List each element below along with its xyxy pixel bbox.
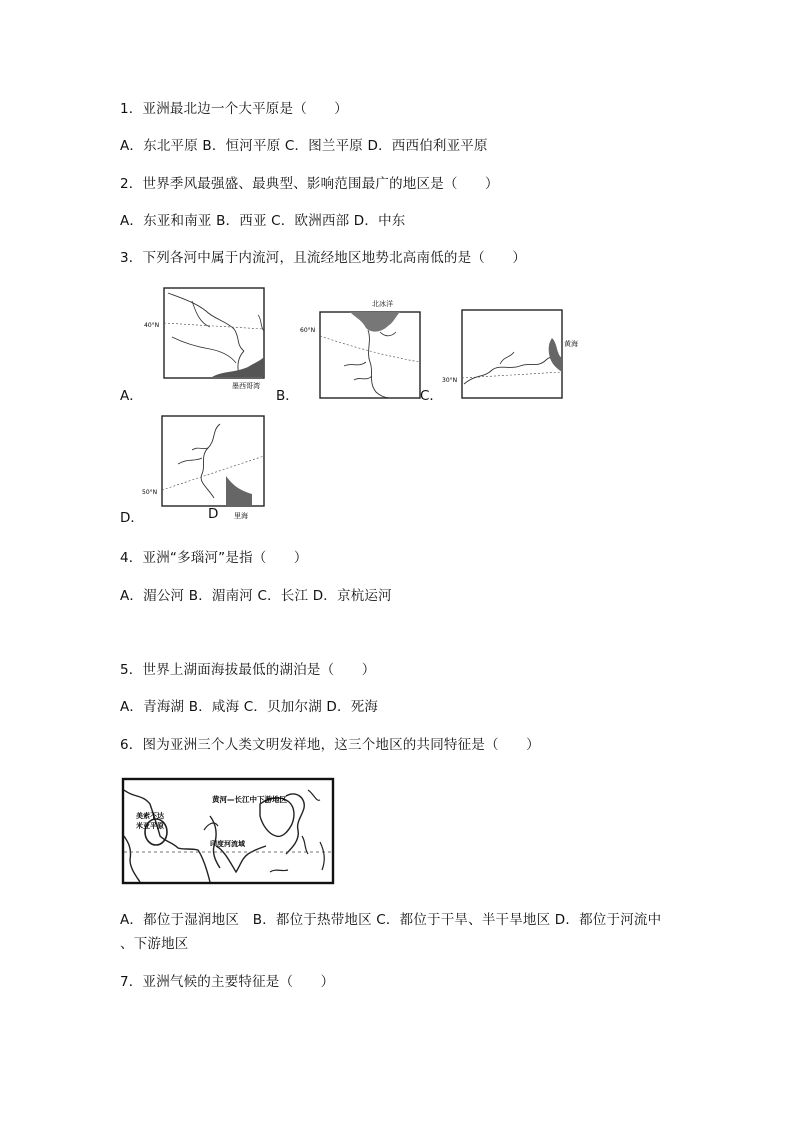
q3-label-b: B． bbox=[276, 388, 299, 404]
q6-stem: 6．图为亚洲三个人类文明发祥地，这三个地区的共同特征是（ ） bbox=[120, 737, 540, 753]
q6-map-region1: 黄河—长江中下游地区 bbox=[212, 795, 287, 804]
q2-stem: 2．世界季风最强盛、最典型、影响范围最广的地区是（ ） bbox=[120, 176, 499, 192]
q7-stem: 7．亚洲气候的主要特征是（ ） bbox=[120, 974, 335, 990]
q3-map-a-sea: 墨西哥湾 bbox=[232, 382, 260, 390]
q6-options-line2: 、下游地区 bbox=[120, 936, 189, 952]
q3-map-d-lat: 50°N bbox=[142, 489, 158, 496]
q6-map-region2-line1: 美索不达 bbox=[136, 812, 164, 820]
q3-label-d: D． bbox=[120, 510, 144, 526]
q6-map-region3: 印度河流域 bbox=[210, 840, 245, 848]
q4-stem: 4．亚洲“多瑙河”是指（ ） bbox=[120, 550, 308, 566]
q3-stem: 3．下列各河中属于内流河，且流经地区地势北高南低的是（ ） bbox=[120, 250, 527, 266]
q3-map-c-sea: 黄海 bbox=[564, 340, 578, 348]
q6-options-line1: A．都位于湿润地区 B．都位于热带地区 C．都位于干旱、半干旱地区 D．都位于河流中 bbox=[120, 912, 662, 928]
q3-map-b-lat: 60°N bbox=[300, 327, 316, 334]
q1-stem: 1．亚洲最北边一个大平原是（ ） bbox=[120, 101, 348, 117]
q6-map-region2-line2: 米亚平原 bbox=[136, 822, 164, 830]
q3-label-c: C． bbox=[420, 388, 443, 404]
q4-options: A．湄公河 B．湄南河 C．长江 D．京杭运河 bbox=[120, 588, 392, 604]
q3-map-a bbox=[144, 287, 269, 392]
q3-map-c bbox=[440, 308, 580, 402]
q3-label-a: A． bbox=[120, 388, 143, 404]
q6-map bbox=[120, 776, 336, 886]
q3-map-b-sea: 北冰洋 bbox=[372, 300, 393, 308]
q2-options: A．东亚和南亚 B．西亚 C．欧洲西部 D．中东 bbox=[120, 213, 406, 229]
q3-map-a-lat: 40°N bbox=[144, 322, 160, 329]
q3-map-d-caption: D bbox=[208, 506, 219, 522]
q3-map-b bbox=[296, 296, 426, 406]
q3-map-d-sea: 里海 bbox=[234, 512, 248, 520]
q3-map-c-lat: 30°N bbox=[442, 377, 458, 384]
q5-stem: 5．世界上湖面海拔最低的湖泊是（ ） bbox=[120, 662, 376, 678]
q3-map-d bbox=[142, 414, 272, 524]
q5-options: A．青海湖 B．咸海 C．贝加尔湖 D．死海 bbox=[120, 699, 379, 715]
q1-options: A．东北平原 B．恒河平原 C．图兰平原 D．西西伯利亚平原 bbox=[120, 138, 488, 154]
